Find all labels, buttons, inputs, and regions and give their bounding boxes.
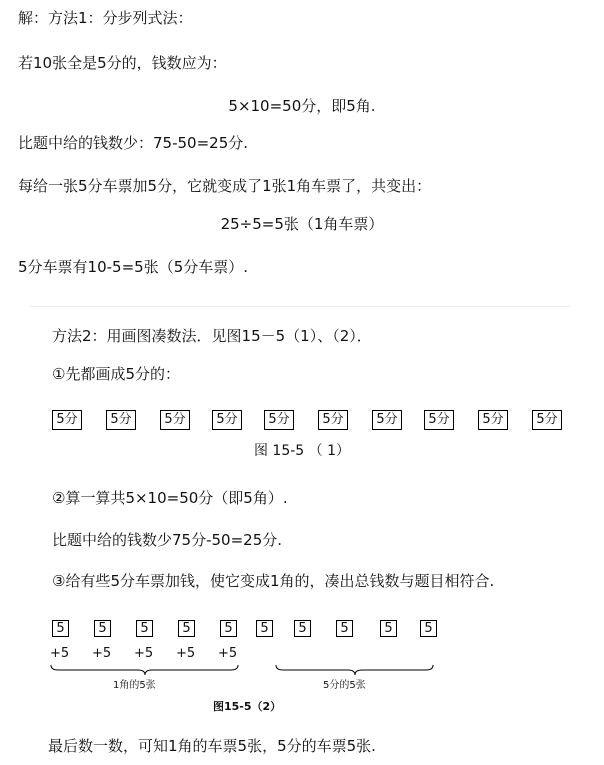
- figure1-box: 5分: [372, 410, 402, 430]
- plus-five-label: +5: [50, 646, 70, 661]
- plus-five-label: +5: [218, 646, 238, 661]
- plus-five-label: +5: [176, 646, 196, 661]
- figure1-caption: 图 15-5 （ 1）: [253, 443, 351, 459]
- figure1-box: 5分: [106, 410, 136, 430]
- figure1-box: 5分: [52, 410, 82, 430]
- figure1-box: 5分: [318, 410, 348, 430]
- left-brace-label: 1角的5张: [113, 680, 156, 691]
- figure2-box: 5: [294, 620, 311, 637]
- figure1-box: 5分: [160, 410, 190, 430]
- figure2-box: 5: [256, 620, 273, 637]
- method1-line4: 5分车票有10-5=5张（5分车票）.: [18, 258, 249, 276]
- figure1-box: 5分: [478, 410, 508, 430]
- figure2-box: 5: [178, 620, 195, 637]
- figure1-box: 5分: [424, 410, 454, 430]
- left-brace: [50, 664, 240, 676]
- figure2-box: 5: [94, 620, 111, 637]
- method1-eq2: 25÷5=5张（1角车票）: [220, 215, 384, 233]
- figure2-box: 5: [220, 620, 237, 637]
- section-divider: [30, 306, 570, 307]
- figure1-box: 5分: [532, 410, 562, 430]
- figure2-box: 5: [52, 620, 69, 637]
- method2-heading: 方法2：用画图凑数法．见图15－5（1）、（2）．: [52, 327, 372, 345]
- figure2-box: 5: [336, 620, 353, 637]
- figure2-box: 5: [420, 620, 437, 637]
- method2-step1: ①先都画成5分的：: [52, 365, 180, 383]
- figure1-box: 5分: [212, 410, 242, 430]
- plus-five-label: +5: [92, 646, 112, 661]
- figure2-box: 5: [136, 620, 153, 637]
- plus-five-label: +5: [134, 646, 154, 661]
- right-brace: [275, 664, 435, 676]
- method2-step2: ②算一算共5×10=50分（即5角）.: [52, 489, 288, 507]
- method1-line2: 比题中给的钱数少：75-50=25分.: [18, 134, 249, 152]
- method1-heading: 解：方法1：分步列式法：: [18, 9, 193, 27]
- method2-conclusion: 最后数一数，可知1角的车票5张，5分的车票5张.: [48, 737, 376, 755]
- right-brace-label: 5分的5张: [323, 680, 366, 691]
- method1-line3: 每给一张5分车票加5分，它就变成了1张1角车票了，共变出：: [18, 177, 432, 195]
- figure1-box: 5分: [264, 410, 294, 430]
- figure2-caption: 图15-5（2）: [213, 700, 282, 713]
- method2-line5: 比题中给的钱数少75分-50=25分.: [52, 531, 283, 549]
- figure2-box: 5: [380, 620, 397, 637]
- method2-step3: ③给有些5分车票加钱，使它变成1角的，凑出总钱数与题目相符合.: [52, 572, 495, 590]
- method1-line1: 若10张全是5分的，钱数应为：: [18, 54, 227, 72]
- method1-eq1: 5×10=50分，即5角.: [228, 97, 376, 115]
